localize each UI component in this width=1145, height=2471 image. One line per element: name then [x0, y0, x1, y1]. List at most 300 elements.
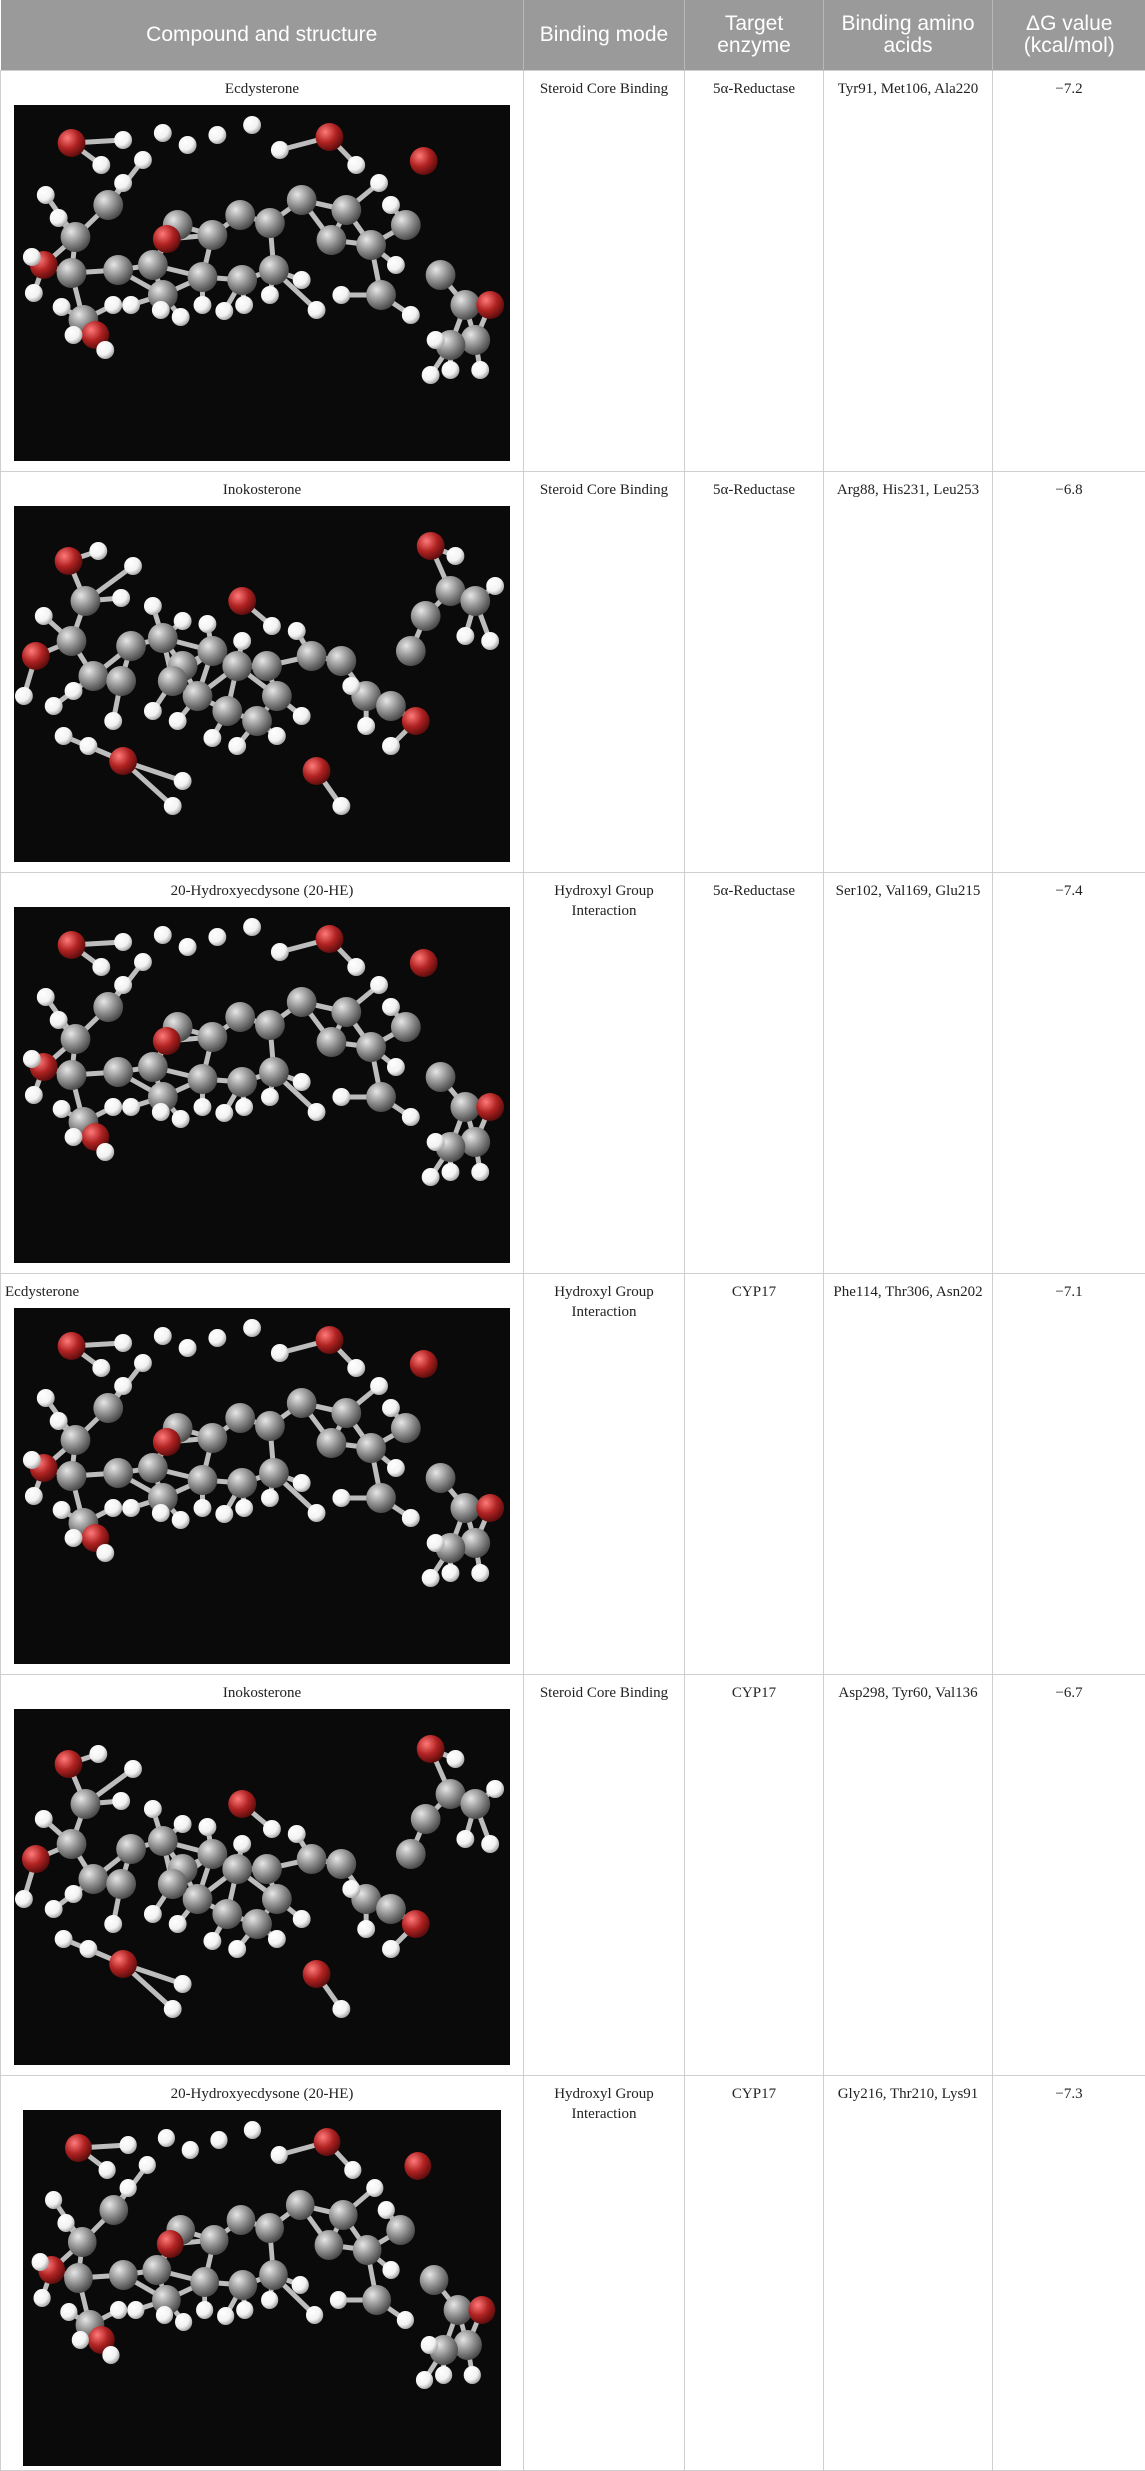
hydrogen-atom — [402, 1509, 420, 1527]
hydrogen-atom — [96, 341, 114, 359]
hydrogen-atom — [45, 2191, 62, 2209]
carbon-atom — [396, 636, 426, 666]
carbon-atom — [287, 1388, 317, 1418]
carbon-atom — [356, 1433, 386, 1463]
carbon-atom — [326, 646, 356, 676]
hydrogen-atom — [332, 797, 350, 815]
compound-cell — [1, 1273, 524, 1674]
table-header-row — [1, 0, 1145, 70]
carbon-atom — [57, 258, 87, 288]
molecule-structure-image — [14, 1709, 510, 2065]
hydrogen-atom — [308, 1504, 326, 1522]
oxygen-atom — [476, 1093, 504, 1121]
hydrogen-atom — [370, 174, 388, 192]
hydrogen-atom — [208, 928, 226, 946]
hydrogen-atom — [208, 1329, 226, 1347]
carbon-atom — [331, 997, 361, 1027]
carbon-atom — [212, 1899, 242, 1929]
oxygen-atom — [58, 931, 86, 959]
carbon-atom — [460, 325, 490, 355]
oxygen-atom — [468, 2296, 495, 2324]
oxygen-atom — [404, 2152, 431, 2180]
oxygen-atom — [228, 1790, 256, 1818]
hydrogen-atom — [89, 542, 107, 560]
hydrogen-atom — [442, 1163, 460, 1181]
hydrogen-atom — [382, 998, 400, 1016]
carbon-atom — [225, 1002, 255, 1032]
hydrogen-atom — [263, 617, 281, 635]
hydrogen-atom — [152, 1504, 170, 1522]
hydrogen-atom — [481, 1835, 499, 1853]
binding-mode-cell: Steroid Core Binding — [524, 471, 685, 872]
target-enzyme-cell: 5α-Reductase — [685, 70, 824, 471]
target-enzyme-cell: CYP17 — [685, 2075, 824, 2470]
hydrogen-atom — [447, 1750, 465, 1768]
carbon-atom — [411, 601, 441, 631]
hydrogen-atom — [382, 1940, 400, 1958]
hydrogen-atom — [332, 2000, 350, 2018]
carbon-atom — [71, 1789, 101, 1819]
hydrogen-atom — [144, 702, 162, 720]
carbon-atom — [262, 1884, 292, 1914]
hydrogen-atom — [50, 209, 68, 227]
carbon-atom — [259, 255, 289, 285]
hydrogen-atom — [25, 1487, 43, 1505]
hydrogen-atom — [154, 926, 172, 944]
carbon-atom — [61, 222, 91, 252]
carbon-atom — [366, 280, 396, 310]
delta-g-cell: −7.3 — [993, 2075, 1145, 2470]
carbon-atom — [138, 250, 168, 280]
carbon-atom — [411, 1804, 441, 1834]
carbon-atom — [366, 1082, 396, 1112]
carbon-atom — [68, 2227, 97, 2257]
binding-amino-acids-cell: Phe114, Thr306, Asn202 — [824, 1273, 993, 1674]
table-row — [1, 70, 1145, 471]
molecule-atoms — [15, 532, 504, 815]
binding-mode-cell: Hydroxyl Group Interaction — [524, 872, 685, 1273]
target-enzyme-cell: CYP17 — [685, 1273, 824, 1674]
hydrogen-atom — [134, 1354, 152, 1372]
hydrogen-atom — [366, 2179, 383, 2197]
oxygen-atom — [417, 1735, 445, 1763]
hydrogen-atom — [244, 2121, 261, 2139]
binding-mode-cell: Steroid Core Binding — [524, 1674, 685, 2075]
hydrogen-atom — [382, 196, 400, 214]
carbon-atom — [242, 1909, 272, 1939]
delta-g-cell: −7.2 — [993, 70, 1145, 471]
carbon-atom — [460, 1789, 490, 1819]
hydrogen-atom — [25, 1086, 43, 1104]
binding-mode-cell: Hydroxyl Group Interaction — [524, 1273, 685, 1674]
hydrogen-atom — [422, 1168, 440, 1186]
carbon-atom — [57, 626, 87, 656]
hydrogen-atom — [235, 1098, 253, 1116]
binding-amino-acids-cell: Asp298, Tyr60, Val136 — [824, 1674, 993, 2075]
hydrogen-atom — [37, 1389, 55, 1407]
binding-amino-acids-cell: Tyr91, Met106, Ala220 — [824, 70, 993, 471]
hydrogen-atom — [124, 557, 142, 575]
hydrogen-atom — [382, 1399, 400, 1417]
oxygen-atom — [22, 642, 50, 670]
hydrogen-atom — [169, 1915, 187, 1933]
hydrogen-atom — [293, 1474, 311, 1492]
hydrogen-atom — [442, 1564, 460, 1582]
carbon-atom — [225, 200, 255, 230]
hydrogen-atom — [447, 547, 465, 565]
hydrogen-atom — [421, 2336, 438, 2354]
hydrogen-atom — [102, 2346, 119, 2364]
carbon-atom — [103, 1057, 133, 1087]
molecule-structure-image — [14, 1308, 510, 1664]
carbon-atom — [64, 2263, 93, 2293]
carbon-atom — [252, 1854, 282, 1884]
carbon-atom — [227, 1067, 257, 1097]
hydrogen-atom — [228, 1940, 246, 1958]
hydrogen-atom — [50, 1011, 68, 1029]
hydrogen-atom — [382, 737, 400, 755]
carbon-atom — [188, 262, 218, 292]
carbon-atom — [286, 2190, 315, 2220]
hydrogen-atom — [471, 1163, 489, 1181]
hydrogen-atom — [332, 286, 350, 304]
hydrogen-atom — [370, 1377, 388, 1395]
table-row — [1, 1674, 1145, 2075]
carbon-atom — [106, 1869, 136, 1899]
hydrogen-atom — [293, 707, 311, 725]
carbon-atom — [252, 651, 282, 681]
hydrogen-atom — [271, 1344, 289, 1362]
oxygen-atom — [303, 1960, 331, 1988]
hydrogen-atom — [342, 677, 360, 695]
hydrogen-atom — [330, 2291, 347, 2309]
hydrogen-atom — [154, 124, 172, 142]
hydrogen-atom — [402, 1108, 420, 1126]
hydrogen-atom — [34, 2289, 51, 2307]
binding-mode-cell: Hydroxyl Group Interaction — [524, 2075, 685, 2470]
hydrogen-atom — [261, 2291, 278, 2309]
oxygen-atom — [476, 1494, 504, 1522]
hydrogen-atom — [23, 1050, 41, 1068]
hydrogen-atom — [370, 976, 388, 994]
compound-cell — [1, 2075, 524, 2470]
carbon-atom — [426, 1463, 456, 1493]
hydrogen-atom — [114, 174, 132, 192]
carbon-atom — [188, 1064, 218, 1094]
hydrogen-atom — [464, 2366, 481, 2384]
oxygen-atom — [55, 547, 83, 575]
hydrogen-atom — [416, 2371, 433, 2389]
header-binding-mode: Binding mode — [524, 0, 685, 70]
carbon-atom — [103, 1458, 133, 1488]
molecule-atoms — [23, 116, 504, 384]
hydrogen-atom — [23, 1451, 41, 1469]
hydrogen-atom — [261, 1088, 279, 1106]
header-binding-amino-acids: Binding amino acids — [824, 0, 993, 70]
hydrogen-atom — [172, 1511, 190, 1529]
oxygen-atom — [303, 757, 331, 785]
carbon-atom — [198, 636, 228, 666]
hydrogen-atom — [55, 727, 73, 745]
hydrogen-atom — [96, 1143, 114, 1161]
carbon-atom — [331, 1398, 361, 1428]
oxygen-atom — [316, 925, 344, 953]
carbon-atom — [183, 681, 213, 711]
hydrogen-atom — [104, 712, 122, 730]
hydrogen-atom — [32, 2253, 49, 2271]
carbon-atom — [297, 1844, 327, 1874]
oxygen-atom — [55, 1750, 83, 1778]
carbon-atom — [255, 1010, 285, 1040]
carbon-atom — [227, 265, 257, 295]
carbon-atom — [99, 2195, 128, 2225]
hydrogen-atom — [15, 687, 33, 705]
carbon-atom — [78, 661, 108, 691]
hydrogen-atom — [194, 296, 212, 314]
molecule-structure-image — [23, 2110, 501, 2466]
carbon-atom — [317, 1027, 347, 1057]
hydrogen-atom — [268, 1930, 286, 1948]
hydrogen-atom — [112, 1792, 130, 1810]
carbon-atom — [158, 1869, 188, 1899]
hydrogen-atom — [174, 612, 192, 630]
carbon-atom — [386, 2215, 415, 2245]
compound-name: Inokosterone — [9, 1683, 515, 1703]
carbon-atom — [222, 1854, 252, 1884]
hydrogen-atom — [144, 597, 162, 615]
oxygen-atom — [157, 2230, 184, 2258]
hydrogen-atom — [427, 1133, 445, 1151]
hydrogen-atom — [139, 2156, 156, 2174]
hydrogen-atom — [112, 589, 130, 607]
hydrogen-atom — [92, 156, 110, 174]
binding-amino-acids-cell: Arg88, His231, Leu253 — [824, 471, 993, 872]
carbon-atom — [262, 681, 292, 711]
carbon-atom — [183, 1884, 213, 1914]
oxygen-atom — [109, 747, 137, 775]
carbon-atom — [376, 691, 406, 721]
hydrogen-atom — [182, 2141, 199, 2159]
carbon-atom — [198, 1022, 228, 1052]
carbon-atom — [71, 586, 101, 616]
carbon-atom — [57, 1829, 87, 1859]
hydrogen-atom — [210, 2131, 227, 2149]
carbon-atom — [362, 2285, 391, 2315]
compound-name: 20-Hydroxyecdysone (20-HE) — [9, 2084, 515, 2104]
delta-g-cell: −7.1 — [993, 1273, 1145, 1674]
carbon-atom — [450, 1493, 480, 1523]
hydrogen-atom — [442, 361, 460, 379]
hydrogen-atom — [174, 1815, 192, 1833]
hydrogen-atom — [164, 2000, 182, 2018]
hydrogen-atom — [25, 284, 43, 302]
hydrogen-atom — [156, 2306, 173, 2324]
hydrogen-atom — [427, 1534, 445, 1552]
oxygen-atom — [109, 1950, 137, 1978]
hydrogen-atom — [175, 2313, 192, 2331]
carbon-atom — [391, 210, 421, 240]
carbon-atom — [317, 225, 347, 255]
oxygen-atom — [410, 1350, 438, 1378]
oxygen-atom — [410, 147, 438, 175]
carbon-atom — [78, 1864, 108, 1894]
oxygen-atom — [22, 1845, 50, 1873]
carbon-atom — [287, 987, 317, 1017]
carbon-atom — [109, 2260, 138, 2290]
oxygen-atom — [153, 1428, 181, 1456]
hydrogen-atom — [342, 1880, 360, 1898]
oxygen-atom — [476, 291, 504, 319]
oxygen-atom — [65, 2134, 92, 2162]
hydrogen-atom — [179, 1339, 197, 1357]
hydrogen-atom — [174, 1975, 192, 1993]
hydrogen-atom — [347, 1359, 365, 1377]
hydrogen-atom — [215, 1505, 233, 1523]
hydrogen-atom — [435, 2366, 452, 2384]
compound-cell — [1, 471, 524, 872]
hydrogen-atom — [236, 2301, 253, 2319]
hydrogen-atom — [208, 126, 226, 144]
hydrogen-atom — [261, 1489, 279, 1507]
carbon-atom — [229, 2270, 258, 2300]
hydrogen-atom — [134, 151, 152, 169]
molecule-structure-image — [14, 907, 510, 1263]
carbon-atom — [331, 195, 361, 225]
hydrogen-atom — [357, 717, 375, 735]
hydrogen-atom — [53, 1501, 71, 1519]
carbon-atom — [198, 1423, 228, 1453]
carbon-atom — [450, 1092, 480, 1122]
hydrogen-atom — [120, 2136, 137, 2154]
hydrogen-atom — [271, 943, 289, 961]
carbon-atom — [198, 220, 228, 250]
hydrogen-atom — [127, 2301, 144, 2319]
hydrogen-atom — [235, 296, 253, 314]
hydrogen-atom — [23, 248, 41, 266]
hydrogen-atom — [243, 918, 261, 936]
hydrogen-atom — [271, 2146, 288, 2164]
hydrogen-atom — [179, 938, 197, 956]
carbon-atom — [188, 1465, 218, 1495]
header-delta-g: ΔG value (kcal/mol) — [993, 0, 1145, 70]
hydrogen-atom — [288, 1825, 306, 1843]
hydrogen-atom — [235, 1499, 253, 1517]
molecule-atoms — [32, 2121, 496, 2389]
hydrogen-atom — [179, 136, 197, 154]
target-enzyme-cell: CYP17 — [685, 1674, 824, 2075]
carbon-atom — [426, 260, 456, 290]
oxygen-atom — [402, 1910, 430, 1938]
delta-g-cell: −6.8 — [993, 471, 1145, 872]
hydrogen-atom — [92, 1359, 110, 1377]
hydrogen-atom — [347, 156, 365, 174]
hydrogen-atom — [203, 1932, 221, 1950]
oxygen-atom — [417, 532, 445, 560]
oxygen-atom — [153, 1027, 181, 1055]
hydrogen-atom — [92, 958, 110, 976]
carbon-atom — [366, 1483, 396, 1513]
hydrogen-atom — [387, 256, 405, 274]
molecule-structure-image — [14, 506, 510, 862]
hydrogen-atom — [37, 186, 55, 204]
hydrogen-atom — [228, 737, 246, 755]
carbon-atom — [57, 1060, 87, 1090]
hydrogen-atom — [332, 1088, 350, 1106]
hydrogen-atom — [357, 1920, 375, 1938]
compound-cell — [1, 872, 524, 1273]
carbon-atom — [93, 190, 123, 220]
hydrogen-atom — [261, 286, 279, 304]
hydrogen-atom — [293, 1073, 311, 1091]
hydrogen-atom — [104, 1499, 122, 1517]
carbon-atom — [376, 1894, 406, 1924]
binding-amino-acids-cell: Gly216, Thr210, Lys91 — [824, 2075, 993, 2470]
hydrogen-atom — [387, 1058, 405, 1076]
carbon-atom — [198, 1839, 228, 1869]
hydrogen-atom — [114, 1377, 132, 1395]
hydrogen-atom — [65, 1529, 83, 1547]
hydrogen-atom — [144, 1800, 162, 1818]
hydrogen-atom — [104, 1098, 122, 1116]
target-enzyme-cell: 5α-Reductase — [685, 872, 824, 1273]
table-row — [1, 1273, 1145, 1674]
hydrogen-atom — [387, 1459, 405, 1477]
hydrogen-atom — [243, 116, 261, 134]
hydrogen-atom — [233, 632, 251, 650]
carbon-atom — [396, 1839, 426, 1869]
carbon-atom — [255, 208, 285, 238]
compound-cell — [1, 1674, 524, 2075]
binding-amino-acids-cell: Ser102, Val169, Glu215 — [824, 872, 993, 1273]
compound-name: Inokosterone — [9, 480, 515, 500]
hydrogen-atom — [134, 953, 152, 971]
hydrogen-atom — [50, 1412, 68, 1430]
oxygen-atom — [153, 225, 181, 253]
hydrogen-atom — [194, 1499, 212, 1517]
carbon-atom — [103, 255, 133, 285]
carbon-atom — [426, 1062, 456, 1092]
oxygen-atom — [316, 123, 344, 151]
hydrogen-atom — [194, 1098, 212, 1116]
oxygen-atom — [314, 2128, 341, 2156]
hydrogen-atom — [217, 2307, 234, 2325]
hydrogen-atom — [271, 141, 289, 159]
hydrogen-atom — [347, 958, 365, 976]
target-enzyme-cell: 5α-Reductase — [685, 471, 824, 872]
hydrogen-atom — [456, 1830, 474, 1848]
hydrogen-atom — [471, 361, 489, 379]
carbon-atom — [460, 586, 490, 616]
hydrogen-atom — [37, 988, 55, 1006]
hydrogen-atom — [114, 1334, 132, 1352]
carbon-atom — [259, 1458, 289, 1488]
carbon-atom — [356, 230, 386, 260]
compound-cell — [1, 70, 524, 471]
carbon-atom — [61, 1425, 91, 1455]
carbon-atom — [57, 1461, 87, 1491]
carbon-atom — [444, 2295, 473, 2325]
hydrogen-atom — [471, 1564, 489, 1582]
carbon-atom — [391, 1413, 421, 1443]
carbon-atom — [297, 641, 327, 671]
hydrogen-atom — [114, 933, 132, 951]
hydrogen-atom — [481, 632, 499, 650]
hydrogen-atom — [422, 366, 440, 384]
hydrogen-atom — [263, 1820, 281, 1838]
hydrogen-atom — [174, 772, 192, 790]
carbon-atom — [317, 1428, 347, 1458]
hydrogen-atom — [144, 1905, 162, 1923]
